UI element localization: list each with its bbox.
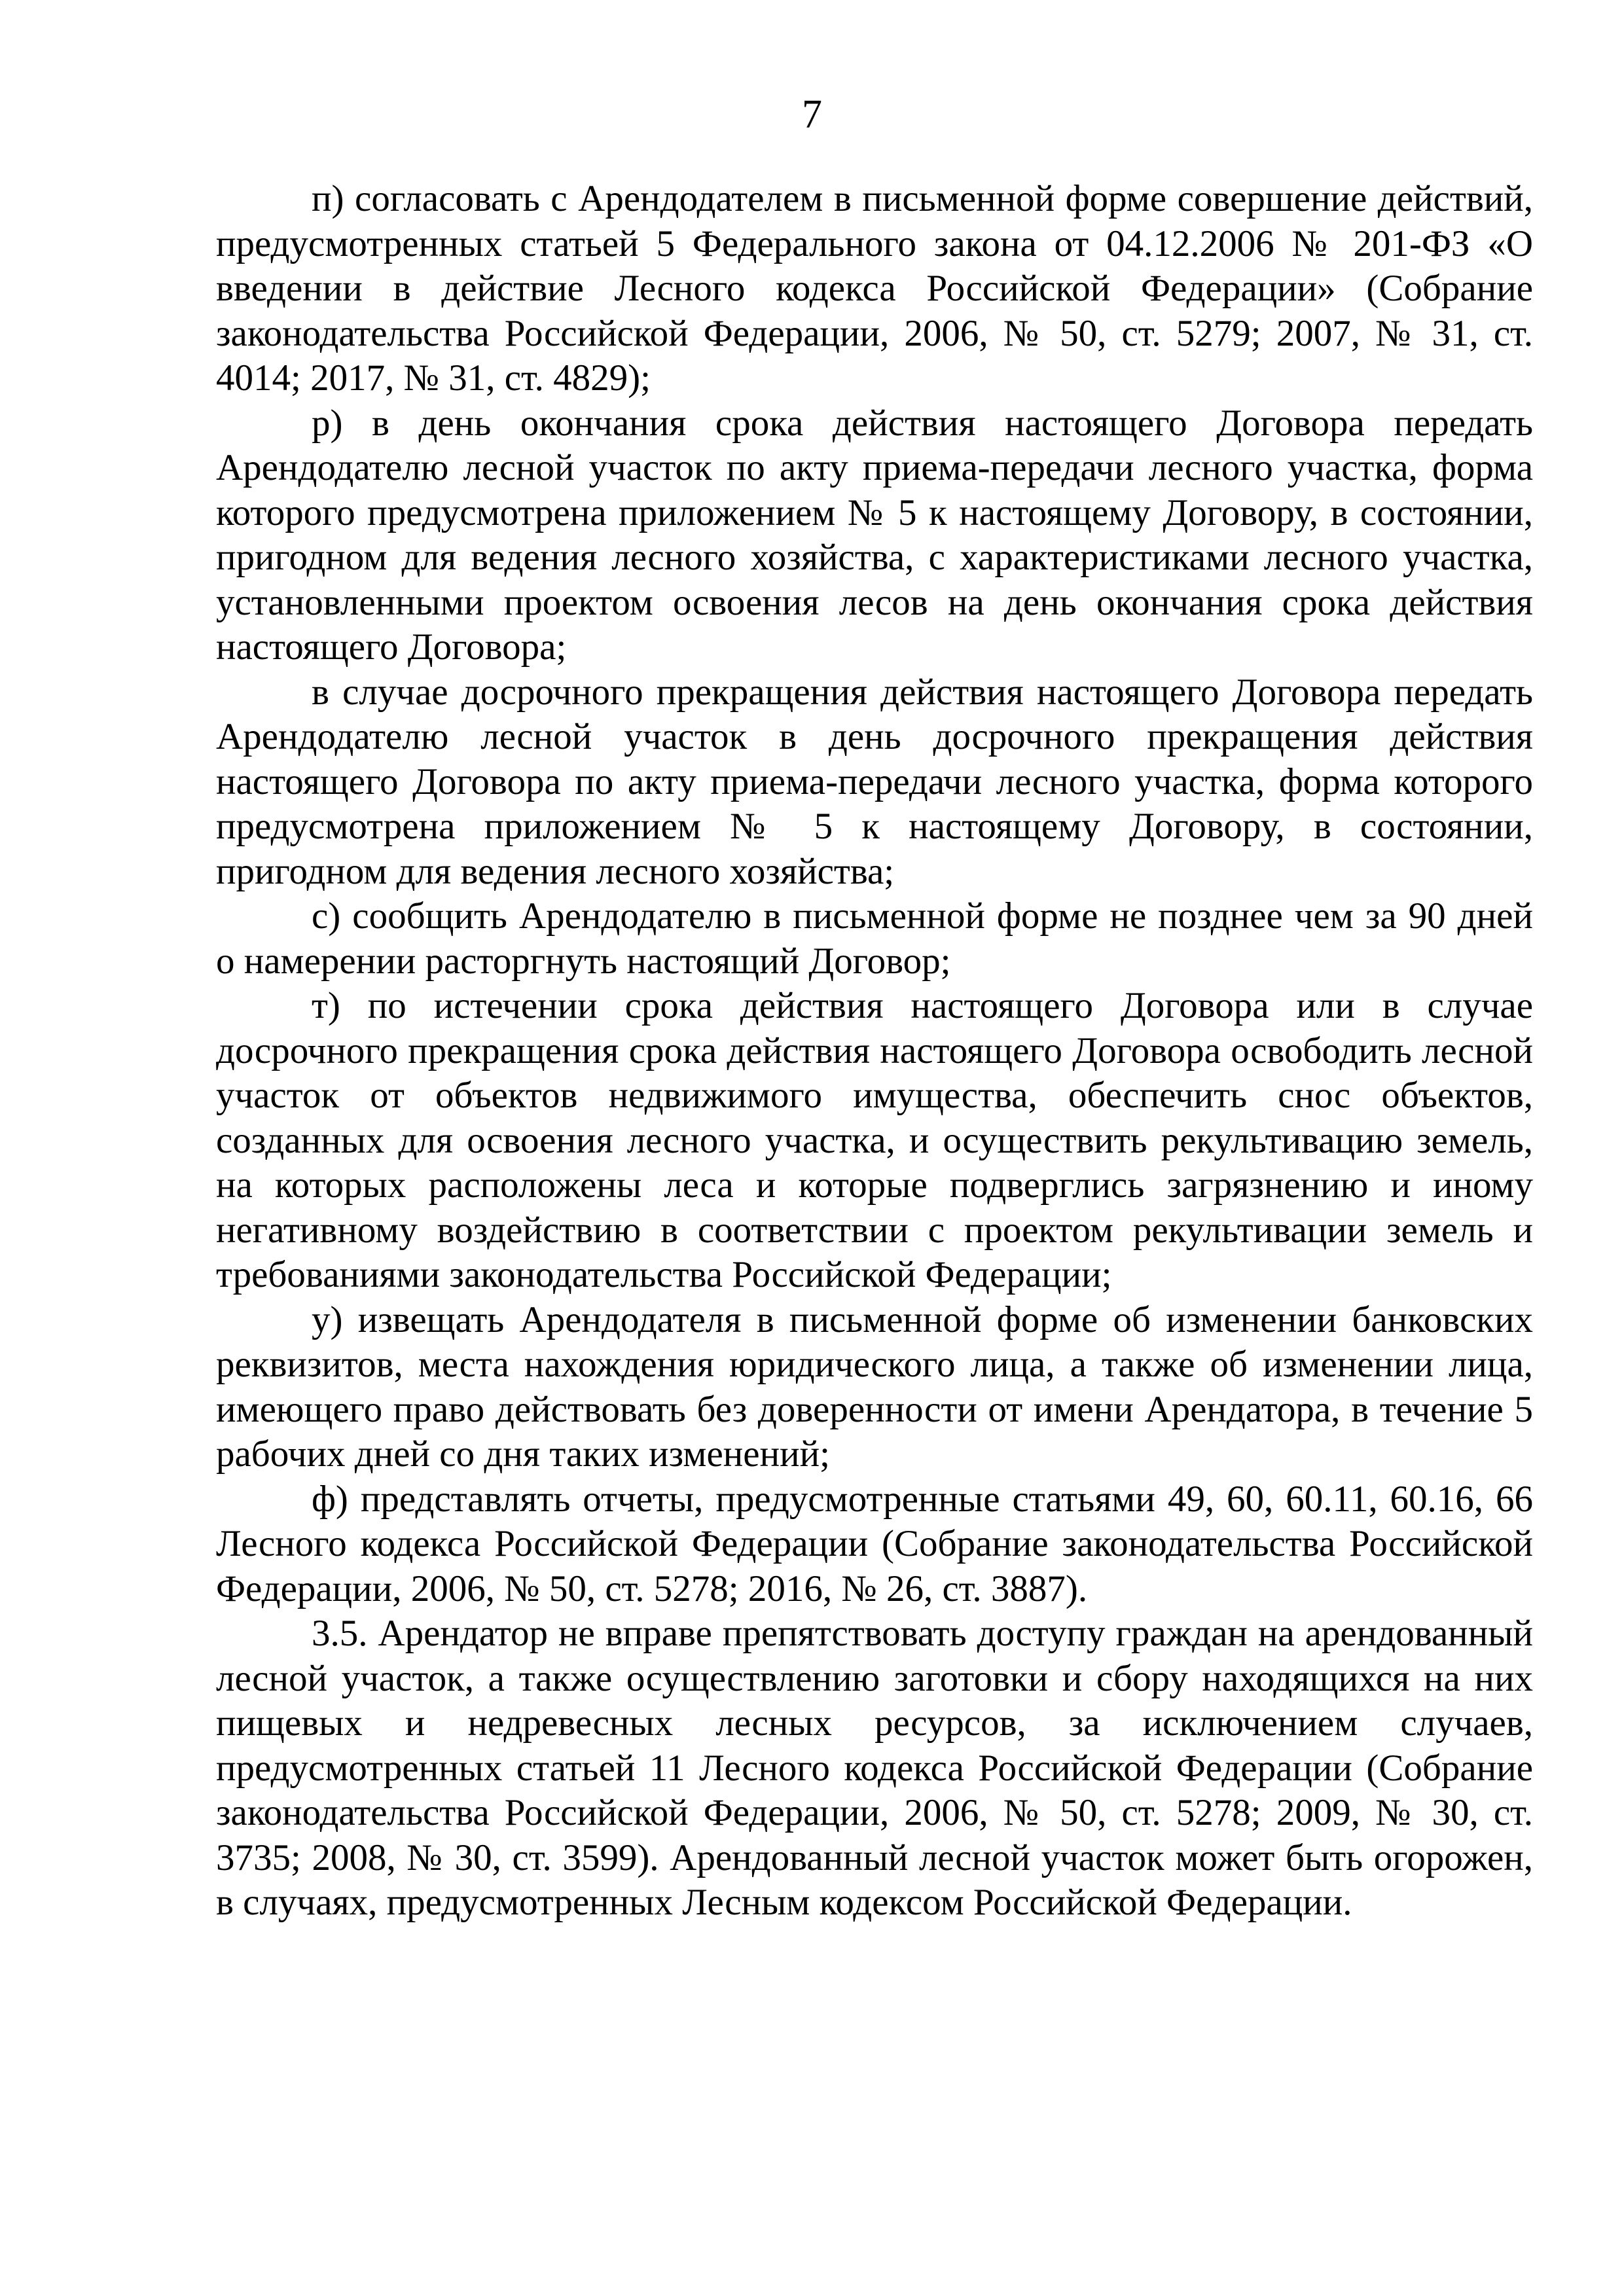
paragraph-p-coordinate-actions: п) согласовать с Арендодателем в письменной форме совершение действий, предусмотренных статьей 5 Федерального закона от 04.12.2006 № 201-ФЗ «О введении в действие Лесного кодекса Российской Федерации» (Собрание законодательства Российской Федерации, 2006, № 50, ст. 5279; 2007, № 31, ст. 4014; 2017, № 31, ст. 4829);: [216, 178, 1533, 399]
paragraph-early-termination: в случае досрочного прекращения действия настоящего Договора передать Арендодателю лесной участок в день досрочного прекращения действия настоящего Договора по акту приема-передачи лесного участка, форма которого предусмотрена приложением № 5 к настоящему Договору, в состоянии, пригодном для ведения лесного хозяйства;: [216, 671, 1533, 892]
paragraph-t-free-plot: т) по истечении срока действия настоящего Договора или в случае досрочного прекращения срока действия настоящего Договора освободить лесной участок от объектов недвижимого имущества, обеспечить снос объектов, созданных для освоения лесного участка, и осуществить рекультивацию земель, на которых расположены леса и которые подверглись загрязнению и иному негативному воздействию в соответствии с проектом рекультивации земель и требованиями законодательства Российской Федерации;: [216, 985, 1533, 1295]
paragraph-f-reports: ф) представлять отчеты, предусмотренные статьями 49, 60, 60.11, 60.16, 66 Лесного кодекса Российской Федерации (Собрание законодательства Российской Федерации, 2006, № 50, ст. 5278; 2016, № 26, ст. 3887).: [216, 1478, 1533, 1609]
paragraph-r-return-plot: р) в день окончания срока действия настоящего Договора передать Арендодателю лесной участок по акту приема-передачи лесного участка, форма которого предусмотрена приложением № 5 к настоящему Договору, в состоянии, пригодном для ведения лесного хозяйства, с характеристиками лесного участка, установленными проектом освоения лесов на день окончания срока действия настоящего Договора;: [216, 402, 1533, 668]
paragraph-u-notify-changes: у) извещать Арендодателя в письменной форме об изменении банковских реквизитов, места нахождения юридического лица, а также об изменении лица, имеющего право действовать без доверенности от имени Арендатора, в течение 5 рабочих дней со дня таких изменений;: [216, 1299, 1533, 1475]
page-number: 7: [802, 92, 822, 137]
document-body: [216, 177, 1533, 1926]
paragraph-3-5-access: 3.5. Арендатор не вправе препятствовать доступу граждан на арендованный лесной участок, а также осуществлению заготовки и сбору находящихся на них пищевых и недревесных лесных ресурсов, за исключением случаев, предусмотренных статьей 11 Лесного кодекса Российской Федерации (Собрание законодательства Российской Федерации, 2006, № 50, ст. 5278; 2009, № 30, ст. 3735; 2008, № 30, ст. 3599). Арендованный лесной участок может быть огорожен, в случаях, предусмотренных Лесным кодексом Российской Федерации.: [216, 1613, 1533, 1923]
paragraph-s-notify-termination: с) сообщить Арендодателю в письменной форме не позднее чем за 90 дней о намерении расторгнуть настоящий Договор;: [216, 895, 1533, 982]
